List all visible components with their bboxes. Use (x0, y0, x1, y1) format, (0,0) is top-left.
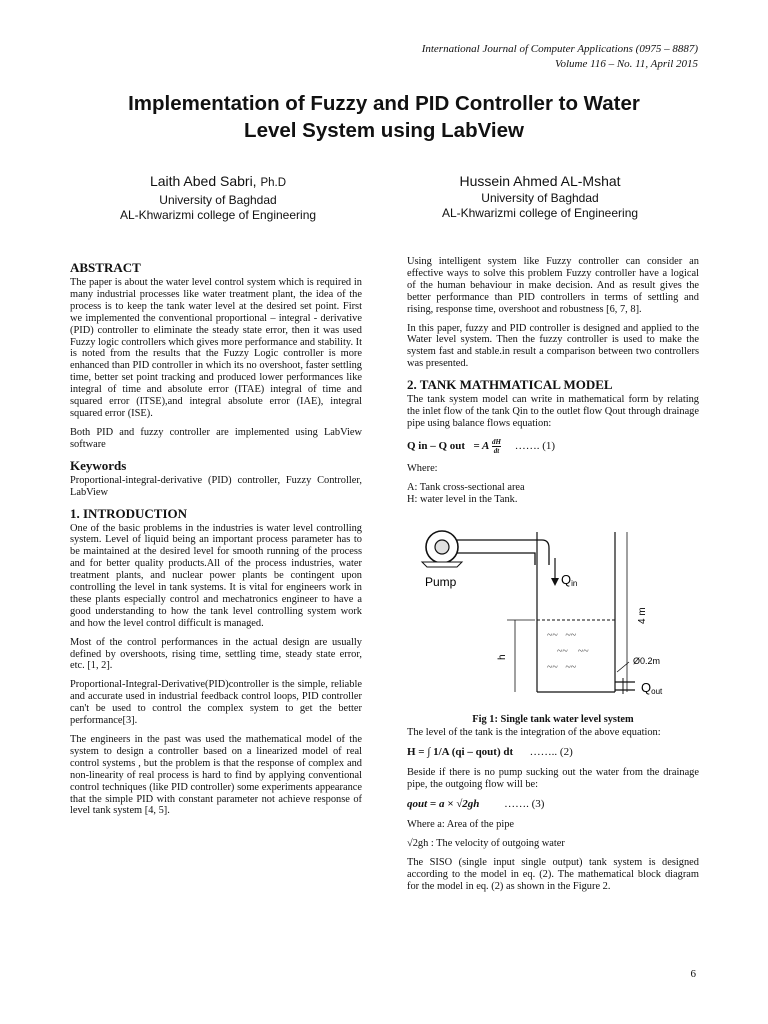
keywords-heading: Keywords (70, 457, 127, 473)
section2-para: The tank system model can write in mathematical form by relating the inlet flow of the tank Qin to the outlet flow Qout through drainage pipe using balance flows equation: (407, 394, 699, 429)
equation-1: Q in – Q out = A $\frac{dH}{dt}$ ……. (1) (407, 437, 556, 455)
height-label: 4 m (637, 606, 648, 624)
author-1: Laith Abed Sabri, Ph.D University of Baghdad AL-Khwarizmi college of Engineering (119, 173, 317, 222)
equation-2: H = ∫ 1/A (qi – qout) dt …….. (2) (407, 746, 573, 759)
page-number: 6 (690, 968, 696, 980)
paper-title: Implementation of Fuzzy and PID Controller to Water Level System using LabView (128, 92, 640, 142)
keywords-text: Proportional-integral-derivative (PID) controller, Fuzzy Controller, LabView (70, 474, 362, 498)
right-para-5: Beside if there is no pump sucking out the water from the drainage pipe, the outgoing flow will be: (407, 767, 699, 791)
section2-heading: 2. TANK MATHMATICAL MODEL (407, 377, 613, 393)
svg-text:~~ ~~: ~~ ~~ (547, 629, 577, 641)
abstract-heading: ABSTRACT (70, 260, 141, 275)
intro-para-2: Most of the control performances in the actual design are usually defined by overshoots, rising time, settling time, steady state error, etc. [1, 2]. (70, 636, 362, 672)
author-2: Hussein Ahmed AL-Mshat University of Baghdad AL-Khwarizmi college of Engineering (441, 173, 639, 220)
left-column (70, 256, 362, 824)
tank-figure (407, 520, 699, 706)
pump-label: Pump (425, 574, 457, 589)
velocity-def: √2gh : The velocity of outgoing water (407, 837, 565, 849)
fraction-dh-dt: $\frac{dH}{dt}$ (492, 437, 501, 455)
where-label: Where: (407, 462, 438, 474)
journal-header (422, 42, 698, 72)
right-para-6: The SISO (single input single output) tank system is designed according to the model in eq. (2). The mathematical block diagram for the model in eq. (2) as shown in the Figure 2. (407, 856, 699, 892)
abstract-text-2: Both PID and fuzzy controller are implemented using LabView software (70, 426, 362, 450)
intro-para-1: One of the basic problems in the industries is water level controlling system. Level of liquid being an important process parameter has to be maintained at the desired level for smooth running of the process and for better quality products.All of the process industries, water treatment plants, and nuclear power plants be contingent upon controlling the level in tank systems. It is vital for engineers work in these plants especially control and mechatronics engineer to have a good understanding to how the tank level controlling system work and how the level control difficult is managed. (70, 522, 362, 629)
where-pipe-area: Where a: Area of the pipe (407, 818, 515, 830)
journal-volume: Volume 116 – No. 11, April 2015 (555, 58, 698, 70)
svg-text:~~ ~~: ~~ ~~ (547, 661, 577, 673)
right-para-4: The level of the tank is the integration of the above equation: (407, 727, 661, 739)
right-para-2: In this paper, fuzzy and PID controller is designed and applied to the Water level system. Then the fuzzy controller is used to make the system fast and stable.in result a comparison between two controllers was presented. (407, 322, 699, 370)
journal-name: International Journal of Computer Applications (0975 – 8887) (421, 43, 698, 55)
figure-caption: Fig 1: Single tank water level system (472, 713, 634, 725)
intro-para-3: Proportional-Integral-Derivative(PID)controller is the simple, reliable and accurate used in industrial feedback control loops, PID controller can't be used to control the complex system to get the better performance[3]. (70, 679, 362, 727)
svg-text:~~ ~~: ~~ ~~ (557, 645, 589, 657)
diameter-label: Ø0.2m (633, 655, 661, 666)
h-label: h (497, 654, 508, 660)
abstract-text: The paper is about the water level control system which is required in many industrial processes like water treatment plant, the idea of the process is to keep the tank water level at the desired set point. First we implemented the conventional proportional – integral - derivative (PID) controller to eliminate the steady state error, then it was used Fuzzy logic controllers which gives more performance and stability. It is noted from the results that the Fuzzy Logic controller is more enhanced than PID controller in which its no overshoot, faster settling time, better set point tracking and produced lower performances like integral of time and absolute error (ITAE) integral of time and squared error (ITSE),and integral absolute error (IAE), integral squared error (ISE). (70, 277, 362, 419)
def-a: A: Tank cross-sectional area (407, 481, 525, 493)
equation-3: qout = a × √2gh ……. (3) (407, 798, 545, 811)
right-para-1: Using intelligent system like Fuzzy controller can consider an effective ways to solve this problem Fuzzy controller have a logical of the human behaviour in make decision. And as result gives the better performance than PID controllers in terms of settling and rising, response time, overshoot and robustness [6, 7, 8]. (407, 256, 699, 315)
intro-heading: 1. INTRODUCTION (70, 505, 188, 521)
qin-label: Qin (561, 571, 578, 588)
def-h: H: water level in the Tank. (407, 493, 518, 505)
right-column (407, 256, 699, 899)
intro-para-4: The engineers in the past was used the mathematical model of the system to design a controller based on a linearized model of real control systems , but the problem is that the response of complex and non-linearity of real process is hard to find by applying conventional control techniques (like PID controller) some experiments appearance that the simple PID with constant parameter not achieve response of level tank system [4, 5]. (70, 734, 362, 817)
qout-label: Qout (641, 679, 663, 696)
